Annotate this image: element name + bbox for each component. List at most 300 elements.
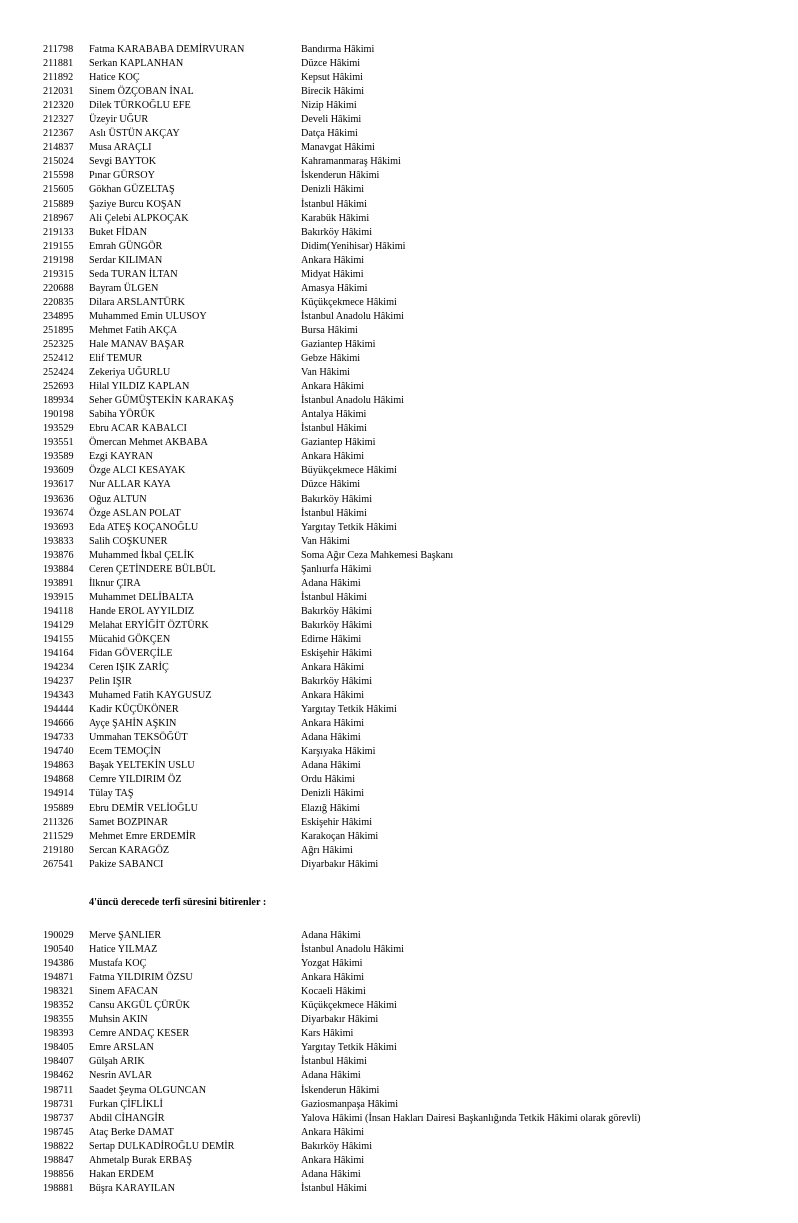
registry-number: 198321: [43, 986, 74, 998]
list-row: [43, 240, 453, 254]
list-row: [43, 731, 453, 745]
list-row: [43, 787, 453, 801]
registry-number: 194343: [43, 690, 74, 702]
list-row: [43, 745, 453, 759]
list-row: [43, 1041, 641, 1055]
position-title: Bakırköy Hâkimi: [301, 493, 373, 505]
position-title: Karabük Hâkimi: [301, 212, 370, 224]
registry-number: 194733: [43, 732, 74, 744]
registry-number: 194444: [43, 704, 74, 716]
position-title: Bakırköy Hâkimi: [301, 226, 373, 238]
position-title: Adana Hâkimi: [301, 760, 361, 772]
person-name: Aslı ÜSTÜN AKÇAY: [89, 128, 180, 140]
registry-number: 198731: [43, 1098, 74, 1110]
person-name: Pelin IŞIR: [89, 676, 132, 688]
person-name: Nesrin AVLAR: [89, 1070, 152, 1082]
person-name: Eda ATEŞ KOÇANOĞLU: [89, 521, 199, 533]
position-title: Adana Hâkimi: [301, 1168, 361, 1180]
registry-number: 190029: [43, 930, 74, 941]
position-title: Düzce Hâkimi: [301, 58, 361, 70]
registry-number: 215598: [43, 170, 74, 182]
person-name: Dilek TÜRKOĞLU EFE: [89, 100, 191, 112]
person-name: Muhammed İkbal ÇELİK: [89, 549, 195, 561]
person-name: Şaziye Burcu KOŞAN: [89, 198, 182, 210]
person-name: Ecem TEMOÇİN: [89, 746, 161, 758]
position-title: Bursa Hâkimi: [301, 324, 358, 336]
list-row: [43, 971, 641, 985]
list-row: [43, 43, 453, 57]
position-title: Yargıtay Tetkik Hâkimi: [301, 1042, 397, 1054]
position-title: Birecik Hâkimi: [301, 86, 365, 98]
person-name: Ebru ACAR KABALCI: [89, 423, 187, 435]
position-title: İstanbul Hâkimi: [301, 198, 367, 210]
person-name: Samet BOZPINAR: [89, 816, 168, 828]
person-name: Hale MANAV BAŞAR: [89, 338, 185, 350]
position-title: Manavgat Hâkimi: [301, 142, 375, 154]
position-title: Kahramanmaraş Hâkimi: [301, 156, 401, 168]
registry-number: 194164: [43, 648, 74, 660]
registry-number: 194118: [43, 605, 74, 617]
registry-number: 193693: [43, 521, 74, 533]
registry-number: 219155: [43, 240, 74, 252]
list-row: [43, 521, 453, 535]
person-name: Bayram ÜLGEN: [89, 282, 159, 294]
position-title: Denizli Hâkimi: [301, 788, 365, 800]
person-name: Mustafa KOÇ: [89, 958, 147, 970]
list-row: [43, 226, 453, 240]
person-name: Sertap DULKADİROĞLU DEMİR: [89, 1140, 235, 1152]
position-title: İstanbul Hâkimi: [301, 591, 367, 603]
registry-number: 193551: [43, 437, 74, 449]
registry-number: 194386: [43, 958, 74, 970]
position-title: İstanbul Anadolu Hâkimi: [301, 310, 404, 322]
list-row: [43, 675, 453, 689]
list-row: [43, 1182, 641, 1196]
list-row: [43, 773, 453, 787]
person-name: Oğuz ALTUN: [89, 493, 147, 505]
list-row: [43, 1055, 641, 1069]
position-title: Bandırma Hâkimi: [301, 44, 375, 55]
position-title: İstanbul Hâkimi: [301, 507, 367, 519]
judge-list-section-1: [43, 43, 453, 872]
list-row: [43, 1027, 641, 1041]
registry-number: 194234: [43, 662, 74, 674]
list-row: [43, 633, 453, 647]
position-title: İskenderun Hâkimi: [301, 1084, 380, 1096]
registry-number: 211892: [43, 72, 74, 84]
registry-number: 194129: [43, 619, 74, 631]
registry-number: 252693: [43, 381, 74, 393]
list-row: [43, 858, 453, 872]
person-name: Seda TURAN İLTAN: [89, 268, 178, 280]
list-row: [43, 985, 641, 999]
person-name: Ataç Berke DAMAT: [89, 1126, 174, 1138]
person-name: Serdar KILIMAN: [89, 254, 163, 266]
person-name: İlknur ÇIRA: [89, 577, 141, 589]
list-row: [43, 943, 641, 957]
person-name: Kadir KÜÇÜKÖNER: [89, 704, 179, 716]
person-name: Emrah GÜNGÖR: [89, 240, 163, 252]
registry-number: 194155: [43, 633, 74, 645]
position-title: İstanbul Anadolu Hâkimi: [301, 395, 404, 407]
position-title: Ankara Hâkimi: [301, 662, 365, 674]
person-name: Mehmet Fatih AKÇA: [89, 324, 178, 336]
registry-number: 198462: [43, 1070, 74, 1082]
list-row: [43, 689, 453, 703]
list-row: [43, 464, 453, 478]
person-name: Ceren IŞIK ZARİÇ: [89, 662, 169, 674]
registry-number: 194237: [43, 676, 74, 688]
person-name: Büşra KARAYILAN: [89, 1182, 175, 1194]
person-name: Hakan ERDEM: [89, 1168, 154, 1180]
list-row: [43, 619, 453, 633]
list-row: [43, 85, 453, 99]
list-row: [43, 591, 453, 605]
position-title: Denizli Hâkimi: [301, 184, 365, 196]
person-name: Hilal YILDIZ KAPLAN: [89, 381, 190, 393]
position-title: Gaziantep Hâkimi: [301, 338, 376, 350]
position-title: Yalova Hâkimi (İnsan Hakları Dairesi Başkanlığında Tetkik Hâkimi olarak görevli): [301, 1112, 641, 1124]
registry-number: 198711: [43, 1084, 74, 1096]
registry-number: 194914: [43, 788, 74, 800]
position-title: Bakırköy Hâkimi: [301, 676, 373, 688]
position-title: Midyat Hâkimi: [301, 268, 364, 280]
position-title: Ordu Hâkimi: [301, 774, 356, 786]
person-name: Muhammed Emin ULUSOY: [89, 310, 207, 322]
person-name: Cansu AKGÜL ÇÜRÜK: [89, 1000, 190, 1012]
list-row: [43, 816, 453, 830]
list-row: [43, 127, 453, 141]
list-row: [43, 212, 453, 226]
person-name: Özge ALCI KESAYAK: [89, 465, 186, 477]
person-name: Ummahan TEKSÖĞÜT: [89, 732, 188, 744]
registry-number: 194740: [43, 746, 74, 758]
person-name: Üzeyir UĞUR: [89, 114, 149, 126]
position-title: Van Hâkimi: [301, 535, 350, 547]
position-title: Soma Ağır Ceza Mahkemesi Başkanı: [301, 549, 454, 561]
registry-number: 198737: [43, 1112, 74, 1124]
position-title: Bakırköy Hâkimi: [301, 619, 373, 631]
person-name: Sinem AFACAN: [89, 986, 159, 998]
person-name: Zekeriya UĞURLU: [89, 367, 171, 379]
registry-number: 212367: [43, 128, 74, 140]
registry-number: 198847: [43, 1154, 74, 1166]
position-title: Bakırköy Hâkimi: [301, 1140, 373, 1152]
position-title: Adana Hâkimi: [301, 930, 361, 941]
list-row: [43, 422, 453, 436]
list-row: [43, 549, 453, 563]
person-name: Merve ŞANLIER: [89, 930, 162, 941]
position-title: Diyarbakır Hâkimi: [301, 858, 379, 870]
list-row: [43, 1140, 641, 1154]
registry-number: 195889: [43, 802, 74, 814]
registry-number: 251895: [43, 324, 74, 336]
registry-number: 194871: [43, 972, 74, 984]
list-row: [43, 408, 453, 422]
position-title: Küçükçekmece Hâkimi: [301, 1000, 397, 1012]
person-name: Buket FİDAN: [89, 226, 148, 238]
person-name: Hande EROL AYYILDIZ: [89, 605, 195, 617]
position-title: Yozgat Hâkimi: [301, 958, 363, 970]
person-name: Salih COŞKUNER: [89, 535, 168, 547]
section-heading: 4'üncü derecede terfi süresini bitirenler :: [89, 897, 267, 908]
registry-number: 215889: [43, 198, 74, 210]
person-name: Ahmetalp Burak ERBAŞ: [89, 1154, 192, 1166]
person-name: Gülşah ARIK: [89, 1056, 145, 1068]
person-name: Musa ARAÇLI: [89, 142, 152, 154]
list-row: [43, 113, 453, 127]
position-title: Ankara Hâkimi: [301, 254, 365, 266]
list-row: [43, 282, 453, 296]
list-row: [43, 493, 453, 507]
position-title: Düzce Hâkimi: [301, 479, 361, 491]
registry-number: 220688: [43, 282, 74, 294]
list-row: [43, 57, 453, 71]
position-title: Datça Hâkimi: [301, 128, 358, 140]
person-name: Abdil CİHANGİR: [89, 1112, 165, 1124]
person-name: Cemre ANDAÇ KESER: [89, 1028, 190, 1040]
registry-number: 198405: [43, 1042, 74, 1054]
person-name: Fidan GÖVERÇİLE: [89, 648, 173, 660]
person-name: Özge ASLAN POLAT: [89, 507, 181, 519]
registry-number: 193617: [43, 479, 74, 491]
registry-number: 198745: [43, 1126, 74, 1138]
list-row: [43, 1069, 641, 1083]
person-name: Ömercan Mehmet AKBABA: [89, 437, 208, 449]
list-row: [43, 535, 453, 549]
position-title: Elazığ Hâkimi: [301, 802, 361, 814]
registry-number: 215605: [43, 184, 74, 196]
list-row: [43, 1168, 641, 1182]
list-row: [43, 957, 641, 971]
position-title: Ağrı Hâkimi: [301, 844, 353, 856]
list-row: [43, 717, 453, 731]
registry-number: 211326: [43, 816, 74, 828]
list-row: [43, 1112, 641, 1126]
list-row: [43, 1126, 641, 1140]
registry-number: 194863: [43, 760, 74, 772]
registry-number: 193915: [43, 591, 74, 603]
list-row: [43, 394, 453, 408]
position-title: Adana Hâkimi: [301, 732, 361, 744]
list-row: [43, 436, 453, 450]
list-row: [43, 605, 453, 619]
person-name: Hatice YILMAZ: [89, 944, 158, 956]
person-name: Serkan KAPLANHAN: [89, 58, 184, 70]
list-row: [43, 1098, 641, 1112]
registry-number: 189934: [43, 395, 74, 407]
position-title: Büyükçekmece Hâkimi: [301, 465, 397, 477]
list-row: [43, 141, 453, 155]
list-row: [43, 338, 453, 352]
list-row: [43, 254, 453, 268]
list-row: [43, 71, 453, 85]
position-title: Gebze Hâkimi: [301, 353, 361, 365]
list-row: [43, 324, 453, 338]
list-row: [43, 183, 453, 197]
list-row: [43, 310, 453, 324]
position-title: Şanlıurfa Hâkimi: [301, 563, 372, 575]
registry-number: 220835: [43, 296, 74, 308]
person-name: Cemre YILDIRIM ÖZ: [89, 774, 182, 786]
list-row: [43, 703, 453, 717]
person-name: Ceren ÇETİNDERE BÜLBÜL: [89, 563, 216, 575]
registry-number: 198352: [43, 1000, 74, 1012]
position-title: Van Hâkimi: [301, 367, 350, 379]
list-row: [43, 507, 453, 521]
position-title: Nizip Hâkimi: [301, 100, 357, 112]
list-row: [43, 268, 453, 282]
person-name: Saadet Şeyma OLGUNCAN: [89, 1084, 207, 1096]
registry-number: 212320: [43, 100, 74, 112]
list-row: [43, 155, 453, 169]
list-row: [43, 563, 453, 577]
judge-list-section-2: [43, 929, 641, 1196]
registry-number: 190198: [43, 409, 74, 421]
registry-number: 198393: [43, 1028, 74, 1040]
registry-number: 215024: [43, 156, 74, 168]
registry-number: 219198: [43, 254, 74, 266]
list-row: [43, 844, 453, 858]
registry-number: 252412: [43, 353, 74, 365]
registry-number: 219133: [43, 226, 74, 238]
registry-number: 193636: [43, 493, 74, 505]
registry-number: 212327: [43, 114, 74, 126]
person-name: Muhammet DELİBALTA: [89, 591, 194, 603]
person-name: Sabiha YÖRÜK: [89, 409, 156, 421]
list-row: [43, 198, 453, 212]
person-name: Emre ARSLAN: [89, 1042, 154, 1054]
position-title: Adana Hâkimi: [301, 1070, 361, 1082]
person-name: Sercan KARAGÖZ: [89, 844, 170, 856]
registry-number: 198822: [43, 1140, 74, 1152]
position-title: Edirne Hâkimi: [301, 633, 362, 645]
registry-number: 194666: [43, 718, 74, 730]
position-title: Küçükçekmece Hâkimi: [301, 296, 397, 308]
person-name: Melahat ERYİĞİT ÖZTÜRK: [89, 619, 209, 631]
position-title: Ankara Hâkimi: [301, 972, 365, 984]
position-title: Adana Hâkimi: [301, 577, 361, 589]
person-name: Ali Çelebi ALPKOÇAK: [89, 212, 189, 224]
position-title: Ankara Hâkimi: [301, 1126, 365, 1138]
list-row: [43, 1013, 641, 1027]
person-name: Fatma KARABABA DEMİRVURAN: [89, 44, 245, 55]
list-row: [43, 366, 453, 380]
registry-number: 193833: [43, 535, 74, 547]
list-row: [43, 1084, 641, 1098]
list-row: [43, 577, 453, 591]
registry-number: 193529: [43, 423, 74, 435]
position-title: İstanbul Hâkimi: [301, 423, 367, 435]
registry-number: 194868: [43, 774, 74, 786]
registry-number: 211529: [43, 830, 74, 842]
person-name: Dilara ARSLANTÜRK: [89, 296, 185, 308]
registry-number: 211881: [43, 58, 74, 70]
list-row: [43, 380, 453, 394]
list-row: [43, 478, 453, 492]
position-title: İstanbul Hâkimi: [301, 1056, 367, 1068]
registry-number: 252424: [43, 367, 74, 379]
person-name: Muhsin AKIN: [89, 1014, 148, 1026]
position-title: Ankara Hâkimi: [301, 451, 365, 463]
position-title: İskenderun Hâkimi: [301, 170, 380, 182]
person-name: Başak YELTEKİN USLU: [89, 760, 195, 772]
registry-number: 211798: [43, 44, 74, 55]
registry-number: 193674: [43, 507, 74, 519]
registry-number: 193609: [43, 465, 74, 477]
registry-number: 234895: [43, 310, 74, 322]
position-title: Kocaeli Hâkimi: [301, 986, 366, 998]
registry-number: 198355: [43, 1014, 74, 1026]
person-name: Sinem ÖZÇOBAN İNAL: [89, 86, 194, 98]
registry-number: 193891: [43, 577, 74, 589]
position-title: Karakoçan Hâkimi: [301, 830, 379, 842]
person-name: Ayçe ŞAHİN AŞKIN: [89, 718, 177, 730]
list-row: [43, 450, 453, 464]
list-row: [43, 999, 641, 1013]
list-row: [43, 296, 453, 310]
position-title: Bakırköy Hâkimi: [301, 605, 373, 617]
list-row: [43, 647, 453, 661]
list-row: [43, 802, 453, 816]
person-name: Sevgi BAYTOK: [89, 156, 157, 168]
person-name: Gökhan GÜZELTAŞ: [89, 184, 175, 196]
position-title: Ankara Hâkimi: [301, 381, 365, 393]
position-title: Amasya Hâkimi: [301, 282, 368, 294]
position-title: Eskişehir Hâkimi: [301, 816, 373, 828]
list-row: [43, 759, 453, 773]
position-title: İstanbul Anadolu Hâkimi: [301, 944, 404, 956]
position-title: Ankara Hâkimi: [301, 718, 365, 730]
registry-number: 219180: [43, 844, 74, 856]
person-name: Elif TEMUR: [89, 353, 143, 365]
registry-number: 219315: [43, 268, 74, 280]
position-title: Karşıyaka Hâkimi: [301, 746, 376, 758]
person-name: Nur ALLAR KAYA: [89, 479, 171, 491]
position-title: Ankara Hâkimi: [301, 690, 365, 702]
person-name: Hatice KOÇ: [89, 72, 140, 84]
person-name: Fatma YILDIRIM ÖZSU: [89, 972, 193, 984]
registry-number: 214837: [43, 142, 74, 154]
list-row: [43, 830, 453, 844]
person-name: Tülay TAŞ: [89, 788, 134, 800]
position-title: Eskişehir Hâkimi: [301, 648, 373, 660]
registry-number: 198881: [43, 1182, 74, 1194]
registry-number: 252325: [43, 338, 74, 350]
list-row: [43, 169, 453, 183]
registry-number: 267541: [43, 858, 74, 870]
registry-number: 190540: [43, 944, 74, 956]
position-title: Yargıtay Tetkik Hâkimi: [301, 704, 397, 716]
person-name: Mehmet Emre ERDEMİR: [89, 830, 196, 842]
person-name: Muhamed Fatih KAYGUSUZ: [89, 690, 212, 702]
position-title: Antalya Hâkimi: [301, 409, 367, 421]
registry-number: 198407: [43, 1056, 74, 1068]
position-title: Ankara Hâkimi: [301, 1154, 365, 1166]
position-title: Didim(Yenihisar) Hâkimi: [301, 240, 406, 252]
list-row: [43, 929, 641, 943]
person-name: Ebru DEMİR VELİOĞLU: [89, 802, 199, 814]
position-title: Gaziantep Hâkimi: [301, 437, 376, 449]
list-row: [43, 661, 453, 675]
registry-number: 212031: [43, 86, 74, 98]
position-title: Develi Hâkimi: [301, 114, 362, 126]
person-name: Ezgi KAYRAN: [89, 451, 153, 463]
registry-number: 198856: [43, 1168, 74, 1180]
position-title: Diyarbakır Hâkimi: [301, 1014, 379, 1026]
registry-number: 218967: [43, 212, 74, 224]
position-title: İstanbul Hâkimi: [301, 1182, 367, 1194]
